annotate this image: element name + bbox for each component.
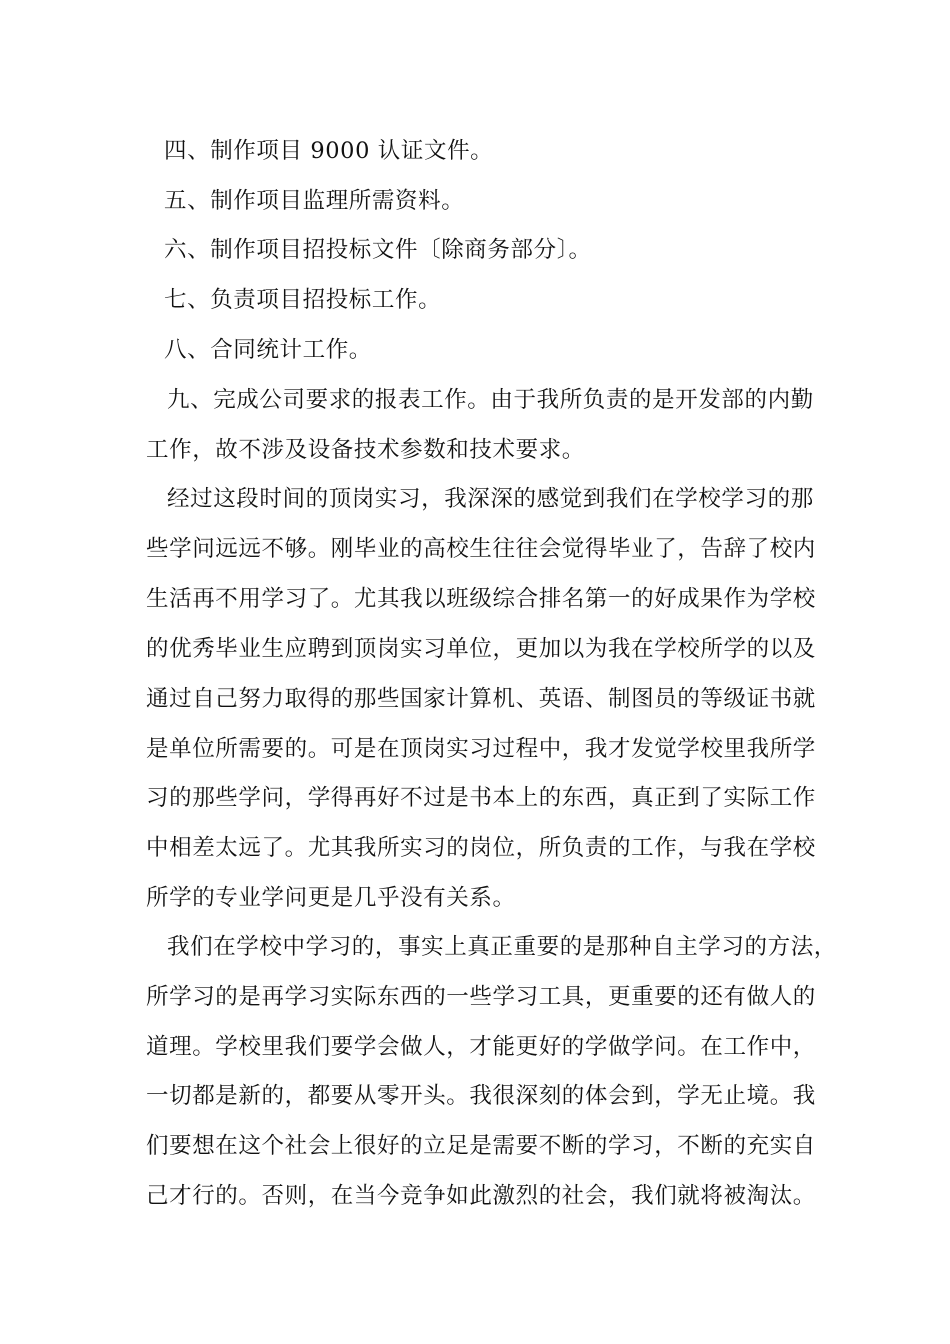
text-line: 九、完成公司要求的报表工作。由于我所负责的是开发部的内勤 [167, 387, 814, 413]
text-line: 生活再不用学习了。尤其我以班级综合排名第一的好成果作为学校 [146, 586, 816, 612]
text-line: 们要想在这个社会上很好的立足是需要不断的学习，不断的充实自 [146, 1133, 816, 1159]
text-line: 六、制作项目招投标文件〔除商务部分〕。 [164, 237, 592, 263]
text-line: 经过这段时间的顶岗实习，我深深的感觉到我们在学校学习的那 [167, 486, 814, 512]
text-line: 道理。学校里我们要学会做人，才能更好的学做学问。在工作中， [146, 1034, 816, 1060]
text-line: 八、合同统计工作。 [164, 337, 372, 363]
text-line: 所学的专业学问更是几乎没有关系。 [146, 885, 516, 911]
text-line: 的优秀毕业生应聘到顶岗实习单位，更加以为我在学校所学的以及 [146, 636, 816, 662]
text-line: 我们在学校中学习的，事实上真正重要的是那种自主学习的方法， [167, 934, 837, 960]
text-line: 习的那些学问，学得再好不过是书本上的东西，真正到了实际工作 [146, 785, 816, 811]
text-line: 工作，故不涉及设备技术参数和技术要求。 [146, 437, 585, 463]
text-line: 所学习的是再学习实际东西的一些学习工具，更重要的还有做人的 [146, 984, 816, 1010]
text-line: 一切都是新的，都要从零开头。我很深刻的体会到，学无止境。我 [146, 1083, 816, 1109]
text-line: 些学问远远不够。刚毕业的高校生往往会觉得毕业了，告辞了校内 [146, 536, 816, 562]
text-line: 七、负责项目招投标工作。 [164, 287, 442, 313]
text-line: 五、制作项目监理所需资料。 [164, 188, 465, 214]
text-line: 是单位所需要的。可是在顶岗实习过程中，我才发觉学校里我所学 [146, 736, 816, 762]
text-line: 四、制作项目 9000 认证文件。 [164, 138, 494, 164]
text-line: 通过自己努力取得的那些国家计算机、英语、制图员的等级证书就 [146, 686, 816, 712]
text-line: 中相差太远了。尤其我所实习的岗位，所负责的工作，与我在学校 [146, 835, 816, 861]
text-line: 己才行的。否则，在当今竞争如此激烈的社会，我们就将被淘汰。 [146, 1183, 816, 1209]
